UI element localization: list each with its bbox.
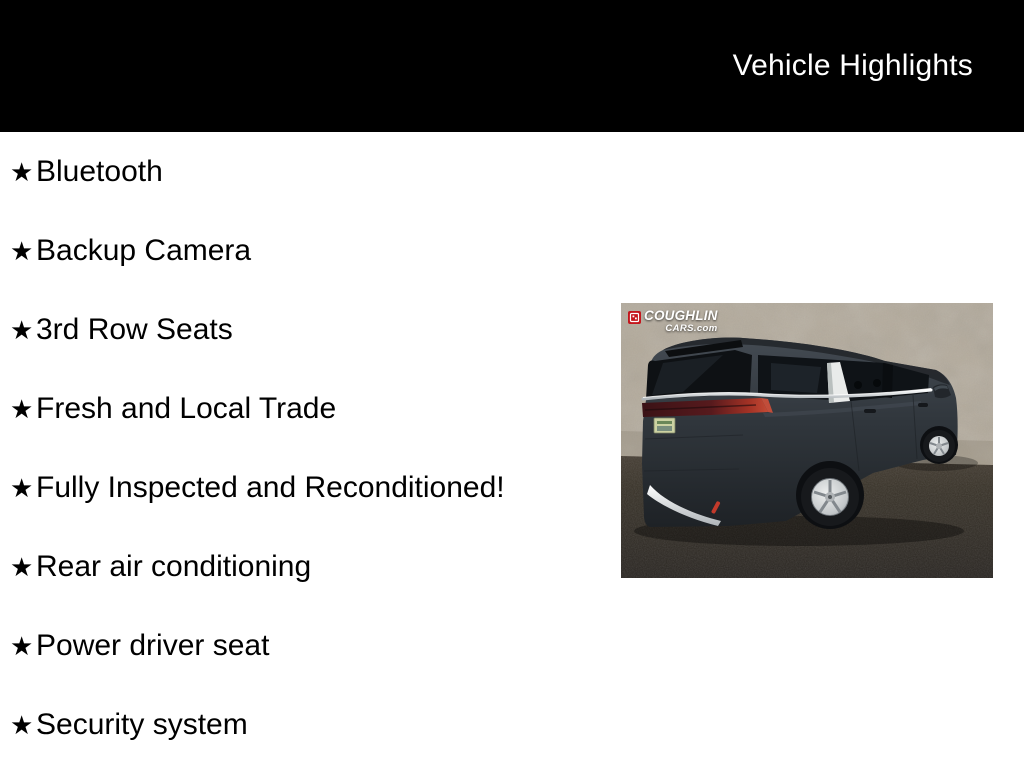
star-icon: ★ [10, 551, 34, 582]
list-item [0, 448, 505, 527]
star-icon: ★ [10, 709, 34, 740]
highlight-text: Security system [36, 707, 248, 741]
vehicle-illustration [621, 303, 993, 578]
star-icon: ★ [10, 472, 34, 503]
star-icon: ★ [10, 235, 34, 266]
list-item [0, 290, 505, 369]
highlights-list [0, 132, 505, 764]
highlight-text: Backup Camera [36, 233, 252, 267]
highlight-text: Rear air conditioning [36, 549, 312, 583]
list-item [0, 211, 505, 290]
vehicle-photo [621, 303, 993, 578]
star-icon: ★ [10, 630, 34, 661]
star-icon: ★ [10, 393, 34, 424]
list-item [0, 606, 505, 685]
star-icon: ★ [10, 156, 34, 187]
highlight-text: 3rd Row Seats [36, 312, 233, 346]
list-item [0, 685, 505, 764]
highlight-text: Fresh and Local Trade [36, 391, 337, 425]
highlight-text: Bluetooth [36, 154, 163, 188]
list-item [0, 527, 505, 606]
watermark-brand: COUGHLIN [644, 308, 718, 323]
dealer-watermark [628, 309, 718, 333]
watermark-domain: CARS.com [665, 322, 718, 334]
highlight-text: Fully Inspected and Reconditioned! [36, 470, 505, 504]
list-item [0, 369, 505, 448]
list-item [0, 132, 505, 211]
highlight-text: Power driver seat [36, 628, 270, 662]
star-icon: ★ [10, 314, 34, 345]
header-bar [0, 0, 1024, 132]
page-title: Vehicle Highlights [732, 49, 973, 82]
dealer-logo-icon [628, 311, 641, 324]
